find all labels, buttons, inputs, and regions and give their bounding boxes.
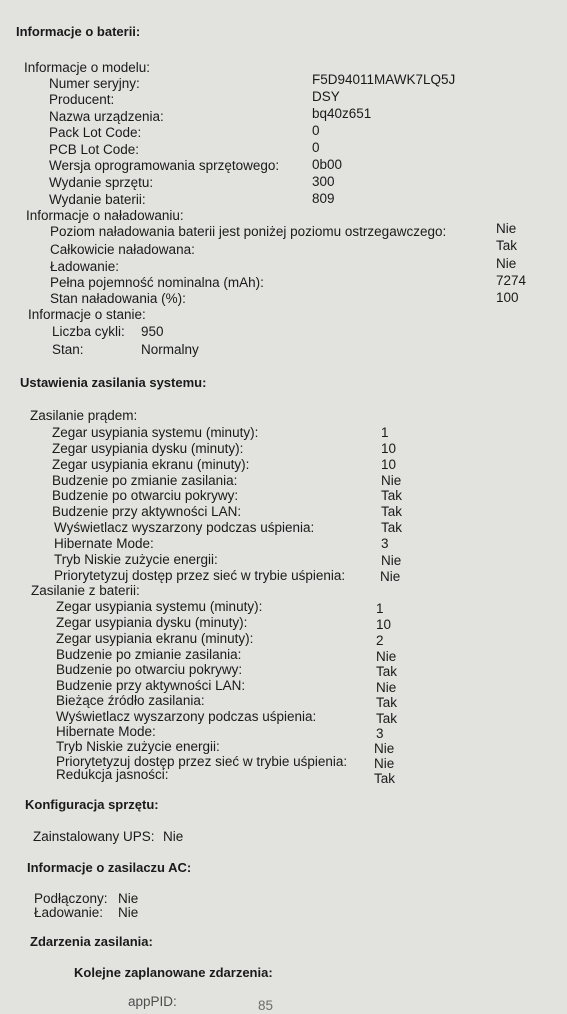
bat-value: Nie [376, 649, 397, 664]
ac-label: Zegar usypiania dysku (minuty): [52, 441, 244, 456]
ups-value: Nie [163, 829, 184, 844]
model-info-header: Informacje o modelu: [24, 60, 151, 75]
charge-value: 100 [496, 290, 519, 305]
ac-value: 1 [381, 425, 389, 440]
bat-value: Tak [376, 711, 398, 726]
charge-label: Ładowanie: [50, 259, 120, 274]
apppid-value: 85 [258, 998, 274, 1013]
ac-label: Zegar usypiania ekranu (minuty): [52, 457, 250, 472]
ac-value: 10 [381, 441, 397, 456]
model-label: Wersja oprogramowania sprzętowego: [49, 158, 280, 173]
adapter-charging-value: Nie [118, 905, 139, 920]
ac-label: Zegar usypiania systemu (minuty): [52, 425, 259, 440]
bat-value: Nie [374, 756, 395, 771]
model-value: 0 [312, 140, 320, 155]
ac-label: Priorytetyzuj dostęp przez sieć w trybie uśpienia: [54, 568, 346, 583]
adapter-charging-label: Ładowanie: [34, 905, 104, 920]
bat-value: 3 [376, 726, 384, 741]
model-label: Wydanie sprzętu: [49, 175, 154, 190]
health-value: 950 [141, 324, 164, 339]
ac-label: Budzenie po otwarciu pokrywy: [52, 488, 239, 503]
ac-value: Nie [381, 553, 402, 568]
bat-label: Budzenie po zmianie zasilania: [56, 647, 242, 662]
model-label: Wydanie baterii: [49, 192, 146, 207]
model-value: 0b00 [312, 157, 343, 172]
bat-label: Zegar usypiania dysku (minuty): [56, 615, 248, 630]
model-label: Numer seryjny: [49, 76, 140, 91]
bat-value: Nie [376, 680, 397, 695]
charge-value: Nie [496, 256, 517, 271]
ac-power-header: Zasilanie prądem: [30, 408, 138, 423]
model-value: bq40z651 [312, 106, 372, 121]
bat-label: Hibernate Mode: [56, 724, 156, 739]
charge-label: Pełna pojemność nominalna (mAh): [50, 275, 264, 290]
ac-label: Tryb Niskie zużycie energii: [54, 552, 218, 567]
adapter-connected-label: Podłączony: [34, 891, 108, 906]
bat-value: Nie [374, 741, 395, 756]
charge-label: Całkowicie naładowana: [50, 242, 195, 257]
model-value: 300 [312, 174, 335, 189]
health-info-header: Informacje o stanie: [28, 307, 146, 322]
model-label: PCB Lot Code: [49, 142, 140, 157]
adapter-connected-value: Nie [118, 891, 139, 906]
ac-adapter-title: Informacje o zasilaczu AC: [27, 860, 192, 875]
model-label: Pack Lot Code: [49, 125, 142, 140]
health-label: Liczba cykli: [52, 324, 125, 339]
bat-label: Zegar usypiania systemu (minuty): [56, 599, 263, 614]
bat-label: Tryb Niskie zużycie energii: [56, 739, 220, 754]
bat-value: Tak [376, 664, 398, 679]
bat-label: Budzenie po otwarciu pokrywy: [56, 662, 243, 677]
health-value: Normalny [141, 342, 199, 357]
model-label: Nazwa urządzenia: [49, 109, 164, 124]
model-value: 0 [312, 123, 320, 138]
ac-value: Tak [381, 504, 403, 519]
bat-value: 2 [376, 633, 384, 648]
charge-value: Tak [496, 238, 518, 253]
bat-label: Zegar usypiania ekranu (minuty): [56, 631, 254, 646]
bat-value: Tak [376, 695, 398, 710]
battery-section-title: Informacje o baterii: [16, 24, 141, 39]
bat-label: Budzenie przy aktywności LAN: [56, 678, 246, 693]
ups-label: Zainstalowany UPS: [33, 829, 155, 844]
charge-value: 7274 [496, 273, 527, 288]
ac-value: Nie [381, 473, 402, 488]
ac-value: Nie [380, 569, 401, 584]
model-label: Producent: [49, 92, 115, 107]
power-settings-title: Ustawienia zasilania systemu: [20, 375, 207, 390]
bat-value: 10 [376, 617, 392, 632]
bat-label: Wyświetlacz wyszarzony podczas uśpienia: [56, 709, 317, 724]
ac-value: Tak [381, 520, 403, 535]
bat-label: Bieżące źródło zasilania: [56, 693, 205, 708]
charge-label: Poziom naładowania baterii jest poniżej poziomu ostrzegawczego: [50, 224, 447, 239]
model-value: F5D94011MAWK7LQ5J [312, 72, 456, 87]
ac-value: Tak [381, 488, 403, 503]
model-value: DSY [312, 89, 340, 104]
ac-label: Budzenie przy aktywności LAN: [52, 504, 242, 519]
ac-label: Budzenie po zmianie zasilania: [52, 473, 238, 488]
bat-value: 1 [376, 601, 384, 616]
charge-info-header: Informacje o naładowaniu: [26, 208, 184, 223]
ac-value: 10 [381, 457, 397, 472]
apppid-label: appPID: [128, 994, 177, 1009]
health-label: Stan: [52, 342, 84, 357]
bat-value: Tak [374, 771, 396, 786]
ac-label: Wyświetlacz wyszarzony podczas uśpienia: [54, 520, 315, 535]
ac-value: 3 [381, 536, 389, 551]
ac-label: Hibernate Mode: [54, 536, 154, 551]
bat-label: Priorytetyzuj dostęp przez sieć w trybie uśpienia: [56, 754, 348, 769]
battery-power-header: Zasilanie z baterii: [31, 583, 140, 598]
model-value: 809 [312, 191, 335, 206]
power-events-title: Zdarzenia zasilania: [30, 934, 153, 949]
scheduled-events-title: Kolejne zaplanowane zdarzenia: [74, 965, 273, 980]
hardware-config-title: Konfiguracja sprzętu: [25, 797, 159, 812]
charge-label: Stan naładowania (%): [50, 291, 186, 306]
bat-label: Redukcja jasności: [56, 767, 169, 782]
charge-value: Nie [496, 221, 517, 236]
